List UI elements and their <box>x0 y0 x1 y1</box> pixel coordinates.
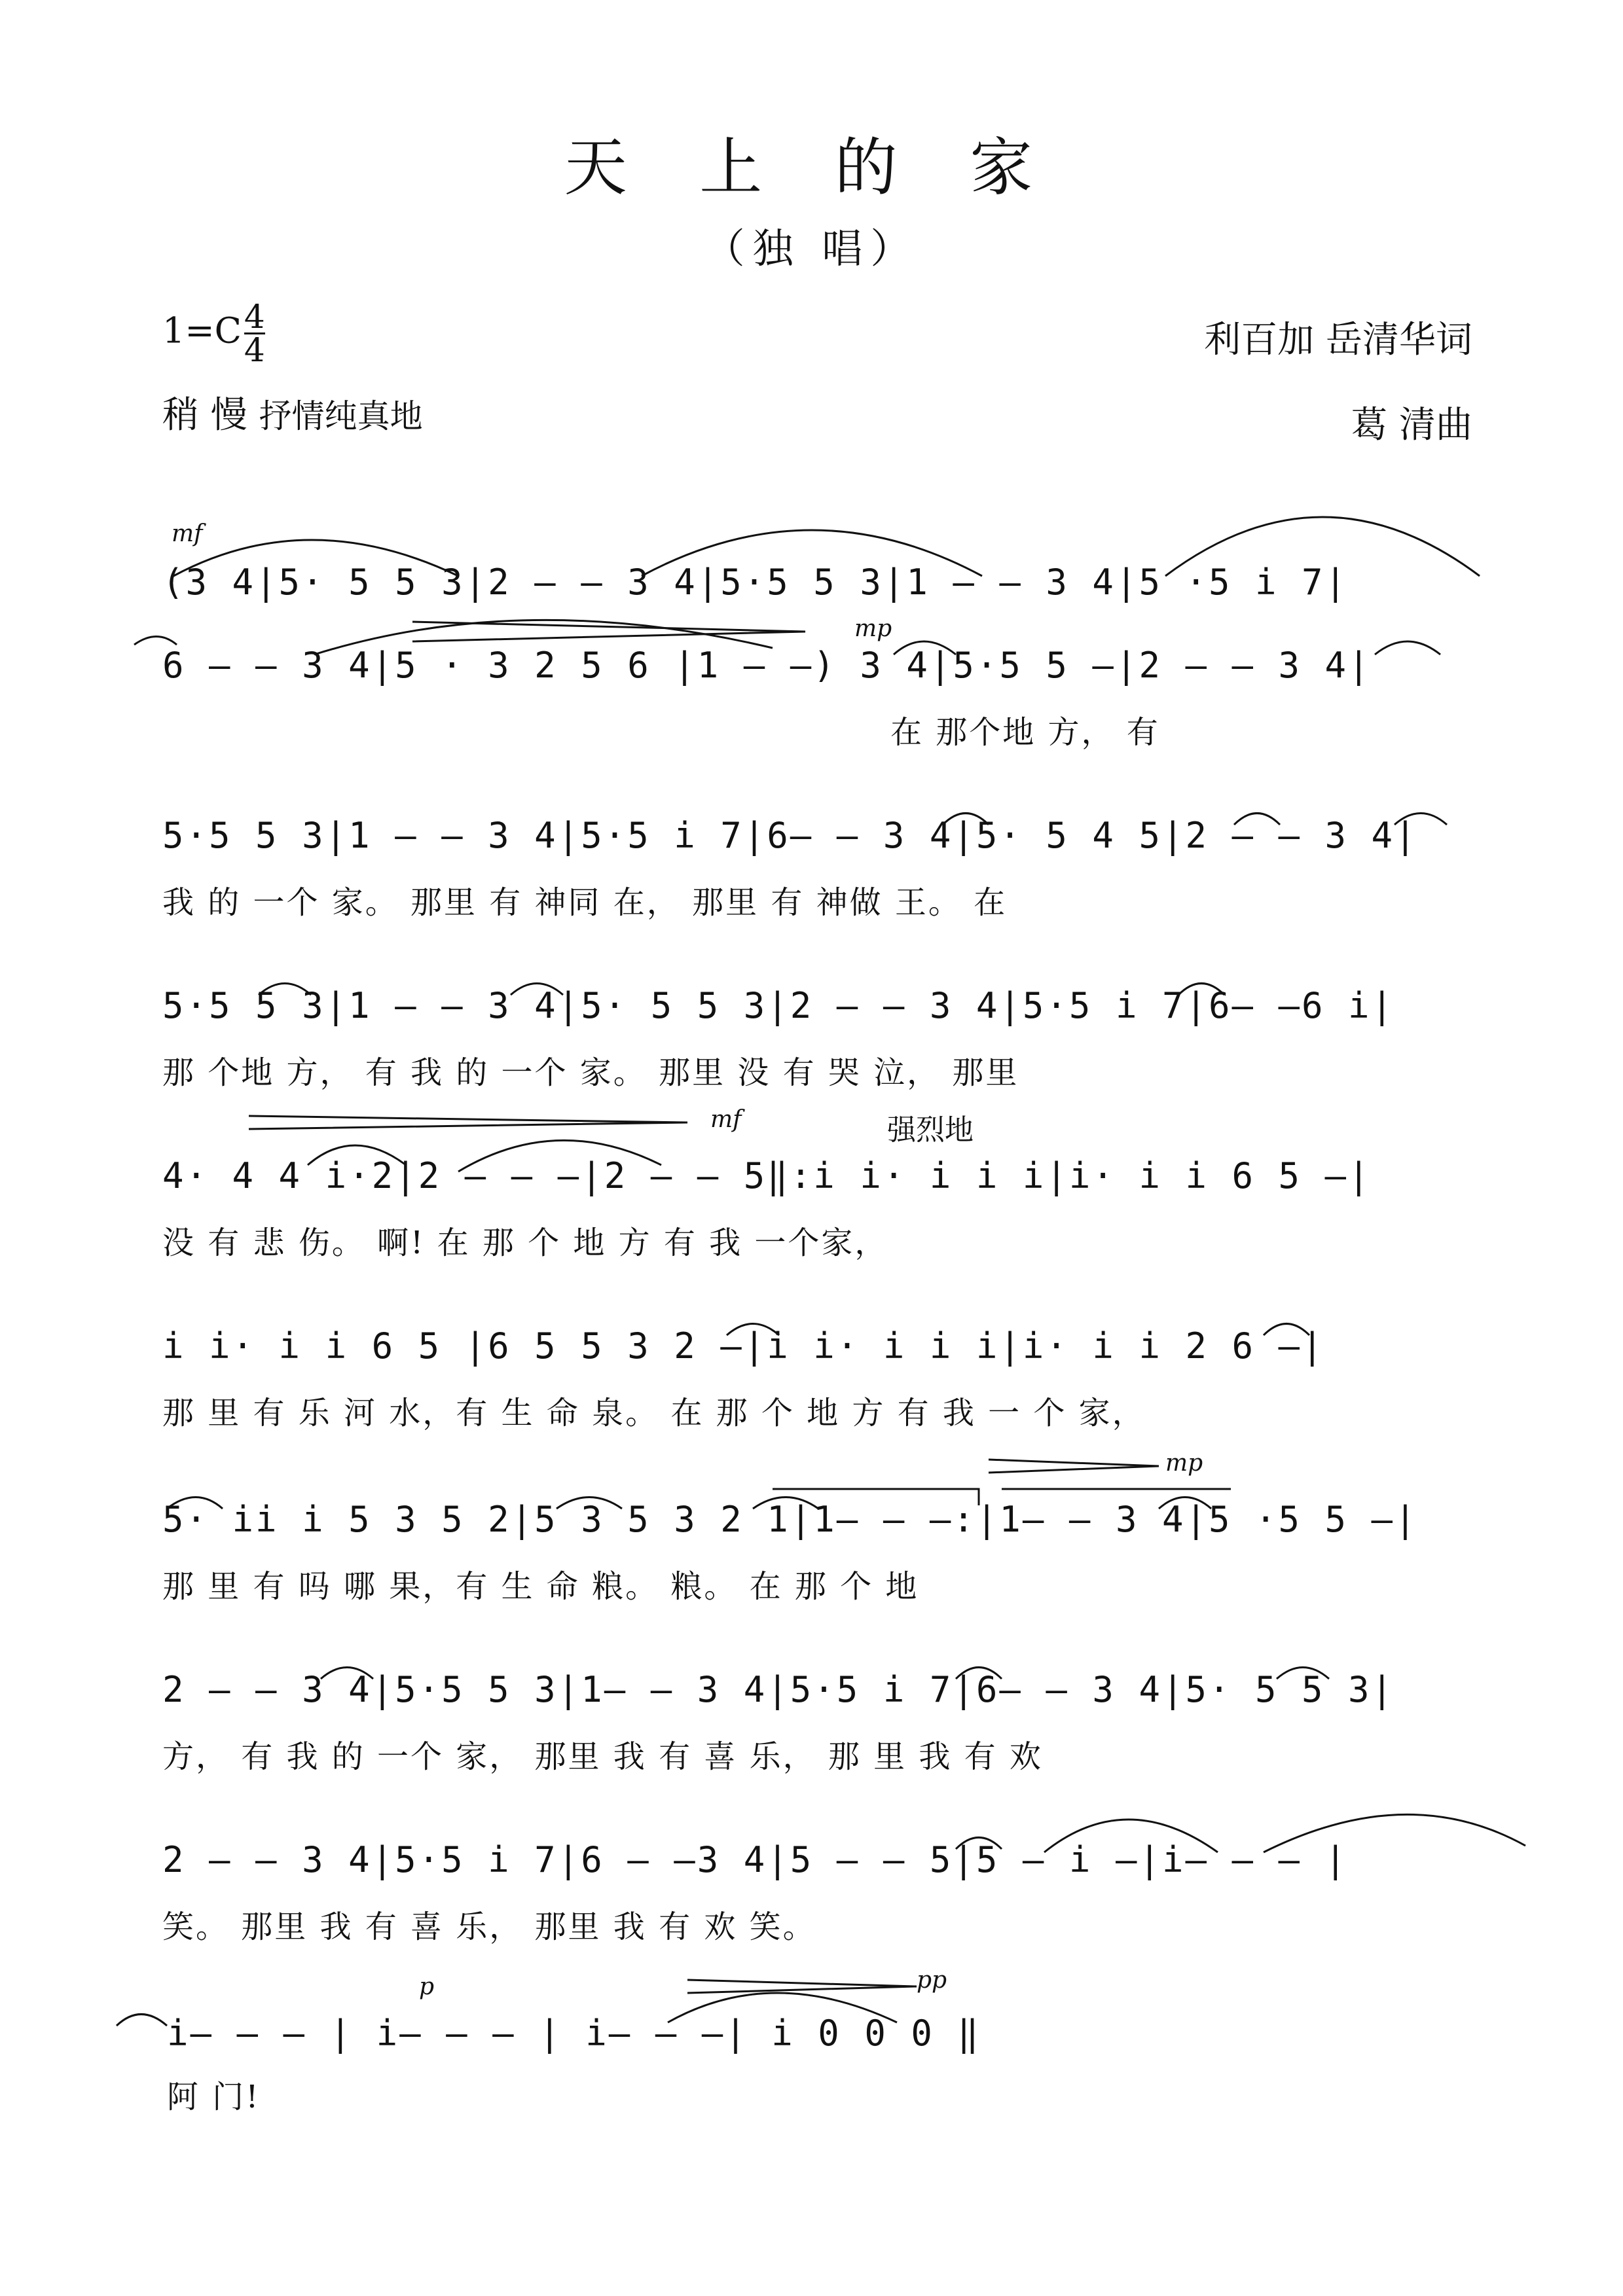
slur-line4-2 <box>511 984 563 996</box>
music-line-7: 5· ii i 5 3 5 2|5 3 5 3 2 1|1— — —:|1— — 3 4|5 ·5 5 —| <box>162 1499 1418 1540</box>
annotation-strong: 强烈地 <box>887 1113 974 1147</box>
slur-line2-3 <box>1375 641 1440 655</box>
music-line-10: i— — — | i— — — | i— — —| i 0 0 0 ‖ <box>167 2013 981 2054</box>
dynamic-mp-verse: mp <box>854 615 892 642</box>
slur-line8-2 <box>956 1668 1002 1679</box>
composer-credit: 葛 清曲 <box>1351 404 1472 446</box>
dynamic-mf-chorus: mf <box>710 1106 742 1133</box>
slur-intro-3 <box>1165 517 1480 576</box>
lyric-line-4: 那 个地 方， 有 我 的 一个 家。 那里 没 有 哭 泣， 那里 <box>162 1054 1019 1091</box>
slur-line3-1 <box>943 814 989 825</box>
tempo-main: 稍 慢 <box>162 394 247 437</box>
slur-line4-1 <box>259 984 311 996</box>
music-line-5: 4· 4 4 i·2|2 — — —|2 — — 5‖:i i· i i i|i· i i 6 5 —| <box>162 1155 1372 1196</box>
slur-line9-1 <box>956 1838 1002 1850</box>
time-signature-top: 4 <box>244 298 265 336</box>
music-line-9: 2 — — 3 4|5·5 i 7|6 — —3 4|5 — — 5|5 — i —|i— — — | <box>162 1839 1349 1880</box>
page-title: 天 上 的 家 <box>564 131 1059 204</box>
music-line-4: 5·5 5 3|1 — — 3 4|5· 5 5 3|2 — — 3 4|5·5 i 7|6— —6 i| <box>162 985 1395 1026</box>
lyric-line-7: 那 里 有 吗 哪 果，有 生 命 粮。 粮。 在 那 个 地 <box>162 1568 919 1605</box>
slur-line7-3 <box>753 1498 818 1509</box>
decrescendo-intro <box>412 622 805 641</box>
music-line-1: (3 4|5· 5 5 3|2 — — 3 4|5·5 5 3|1 — — 3 4|5 ·5 i 7| <box>162 562 1349 603</box>
dynamic-mp-ending: mp <box>1165 1450 1203 1477</box>
lyric-line-1: 在 那个地 方， 有 <box>890 714 1160 751</box>
tempo-expression: 抒情纯真地 <box>259 397 423 435</box>
slur-line8-1 <box>321 1668 373 1679</box>
slur-line7-2 <box>556 1498 622 1509</box>
decrescendo-final <box>687 1980 917 1993</box>
slur-line2-2 <box>894 641 956 655</box>
dynamic-mf-intro: mf <box>172 520 203 547</box>
music-line-2: 6 — — 3 4|5 · 3 2 5 6 |1 — —) 3 4|5·5 5 —|2 — — 3 4| <box>162 645 1372 686</box>
slur-line5-2 <box>458 1140 661 1172</box>
slur-line3-2 <box>1234 814 1280 825</box>
slur-line10-1 <box>117 2015 167 2026</box>
slur-line6-2 <box>1264 1324 1309 1336</box>
slur-line9-3 <box>1264 1814 1525 1852</box>
lyric-line-10: 阿 门! <box>167 2079 261 2115</box>
lyric-line-8: 方， 有 我 的 一个 家， 那里 我 有 喜 乐， 那 里 我 有 欢 <box>162 1738 1043 1775</box>
lyric-line-9: 笑。 那里 我 有 喜 乐， 那里 我 有 欢 笑。 <box>162 1909 816 1945</box>
crescendo-chorus <box>249 1116 687 1129</box>
slur-line10-2 <box>668 1993 897 2022</box>
slur-line8-3 <box>1277 1668 1329 1679</box>
slur-line3-3 <box>1395 814 1447 825</box>
lyricist-credit: 利百加 岳清华词 <box>1204 319 1472 361</box>
lyric-line-5: 没 有 悲 伤。 啊! 在 那 个 地 方 有 我 一个家， <box>162 1225 888 1261</box>
music-line-6: i i· i i 6 5 |6 5 5 3 2 —|i i· i i i|i· i i 2 6 —| <box>162 1325 1325 1367</box>
slur-line7-1 <box>167 1498 223 1509</box>
slur-line9-2 <box>1044 1820 1218 1852</box>
lyric-line-3: 我 的 一个 家。 那里 有 神同 在， 那里 有 神做 王。 在 <box>162 884 1008 921</box>
dynamic-pp: pp <box>917 1967 947 1994</box>
key-signature: 1=C <box>162 310 242 351</box>
slur-intro-2 <box>642 530 982 576</box>
slur-line6-1 <box>727 1324 779 1336</box>
volta-1 <box>773 1489 979 1505</box>
slur-line2-start <box>134 637 177 645</box>
slur-intro-1 <box>173 540 458 576</box>
slur-line5-1 <box>308 1145 406 1165</box>
music-line-3: 5·5 5 3|1 — — 3 4|5·5 i 7|6— — 3 4|5· 5 4 5|2 — — 3 4| <box>162 815 1418 856</box>
slur-line4-3 <box>1178 984 1224 996</box>
lyric-line-6: 那 里 有 乐 河 水，有 生 命 泉。 在 那 个 地 方 有 我 一 个 家， <box>162 1395 1146 1431</box>
slur-line7-4 <box>1159 1498 1211 1509</box>
subtitle: （独 唱） <box>704 224 919 272</box>
dynamic-p: p <box>419 1973 435 2000</box>
time-signature-bottom: 4 <box>244 331 265 369</box>
crescendo-ending <box>989 1460 1159 1473</box>
music-line-8: 2 — — 3 4|5·5 5 3|1— — 3 4|5·5 i 7|6— — 3 4|5· 5 5 3| <box>162 1669 1395 1710</box>
